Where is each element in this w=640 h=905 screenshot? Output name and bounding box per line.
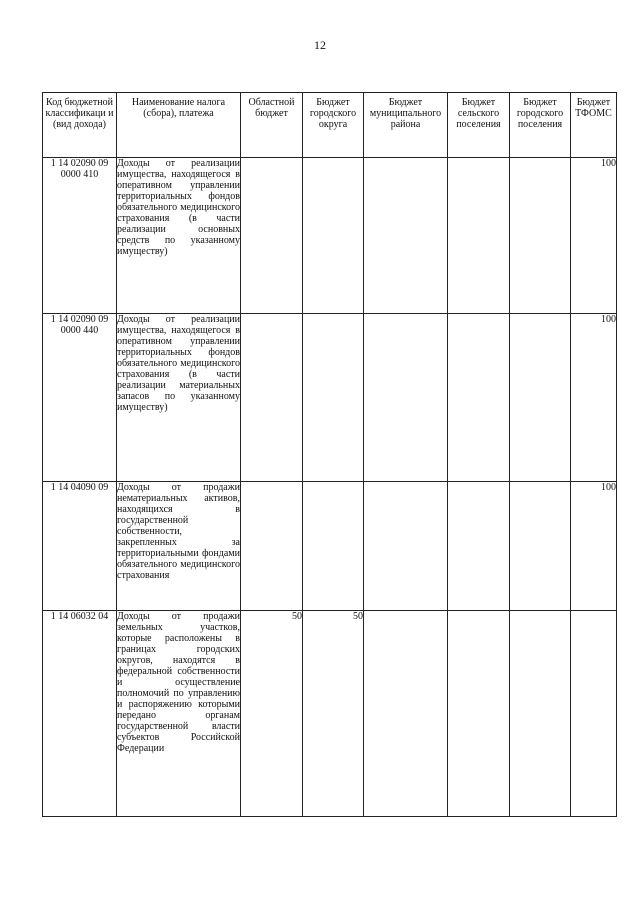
- cell-tfoms: 100: [571, 482, 617, 611]
- cell-regional: [241, 158, 303, 314]
- table-row: [43, 314, 617, 482]
- cell-municipal-district: [364, 158, 448, 314]
- header-row: [43, 93, 617, 158]
- cell-city-district: [303, 314, 364, 482]
- cell-city-district: 50: [303, 611, 364, 817]
- header-city-district-budget: Бюджет городского округа: [303, 93, 364, 158]
- cell-urban-settlement: [510, 482, 571, 611]
- header-name: Наименование налога (сбора), платежа: [117, 93, 241, 158]
- header-municipal-district-budget: Бюджет муниципального района: [364, 93, 448, 158]
- header-rural-settlement-budget: Бюджет сельского поселения: [448, 93, 510, 158]
- row-code: 1 14 02090 09 0000 440: [43, 314, 117, 482]
- row-code: 1 14 04090 09: [43, 482, 117, 611]
- page-number: 12: [314, 38, 326, 52]
- cell-urban-settlement: [510, 158, 571, 314]
- table-row: [43, 611, 617, 817]
- row-name: Доходы от продажи земельных участков, которые расположены в границах городских округов, находятся в федеральной собственности и осуществление полномочий по управлению и распоряжению которыми передано органам государственной власти субъектов Российской Федерации: [117, 611, 241, 817]
- cell-regional: 50: [241, 611, 303, 817]
- cell-city-district: [303, 158, 364, 314]
- cell-tfoms: 100: [571, 158, 617, 314]
- row-name: Доходы от продажи нематериальных активов, находящихся в государственной собственности, закрепленных за территориальными фондами обязательного медицинского страхования: [117, 482, 241, 611]
- budget-distribution-table: [42, 92, 617, 817]
- table-row: [43, 482, 617, 611]
- cell-tfoms: 100: [571, 314, 617, 482]
- cell-municipal-district: [364, 611, 448, 817]
- cell-rural-settlement: [448, 611, 510, 817]
- cell-municipal-district: [364, 314, 448, 482]
- cell-urban-settlement: [510, 314, 571, 482]
- row-name: Доходы от реализации имущества, находящегося в оперативном управлении территориальных фондов обязательного медицинского страхования (в части реализации материальных запасов по указанному имуществу): [117, 314, 241, 482]
- row-name: Доходы от реализации имущества, находящегося в оперативном управлении территориальных фондов обязательного медицинского страхования (в части реализации основных средств по указанному имуществу): [117, 158, 241, 314]
- cell-regional: [241, 482, 303, 611]
- row-code: 1 14 06032 04: [43, 611, 117, 817]
- row-code: 1 14 02090 09 0000 410: [43, 158, 117, 314]
- cell-rural-settlement: [448, 482, 510, 611]
- cell-regional: [241, 314, 303, 482]
- cell-urban-settlement: [510, 611, 571, 817]
- cell-municipal-district: [364, 482, 448, 611]
- table-row: [43, 158, 617, 314]
- cell-rural-settlement: [448, 314, 510, 482]
- cell-rural-settlement: [448, 158, 510, 314]
- header-tfoms-budget: Бюджет ТФОМС: [571, 93, 617, 158]
- cell-city-district: [303, 482, 364, 611]
- header-urban-settlement-budget: Бюджет городского поселения: [510, 93, 571, 158]
- header-code: Код бюджетной классификаци и (вид дохода): [43, 93, 117, 158]
- header-regional-budget: Областной бюджет: [241, 93, 303, 158]
- cell-tfoms: [571, 611, 617, 817]
